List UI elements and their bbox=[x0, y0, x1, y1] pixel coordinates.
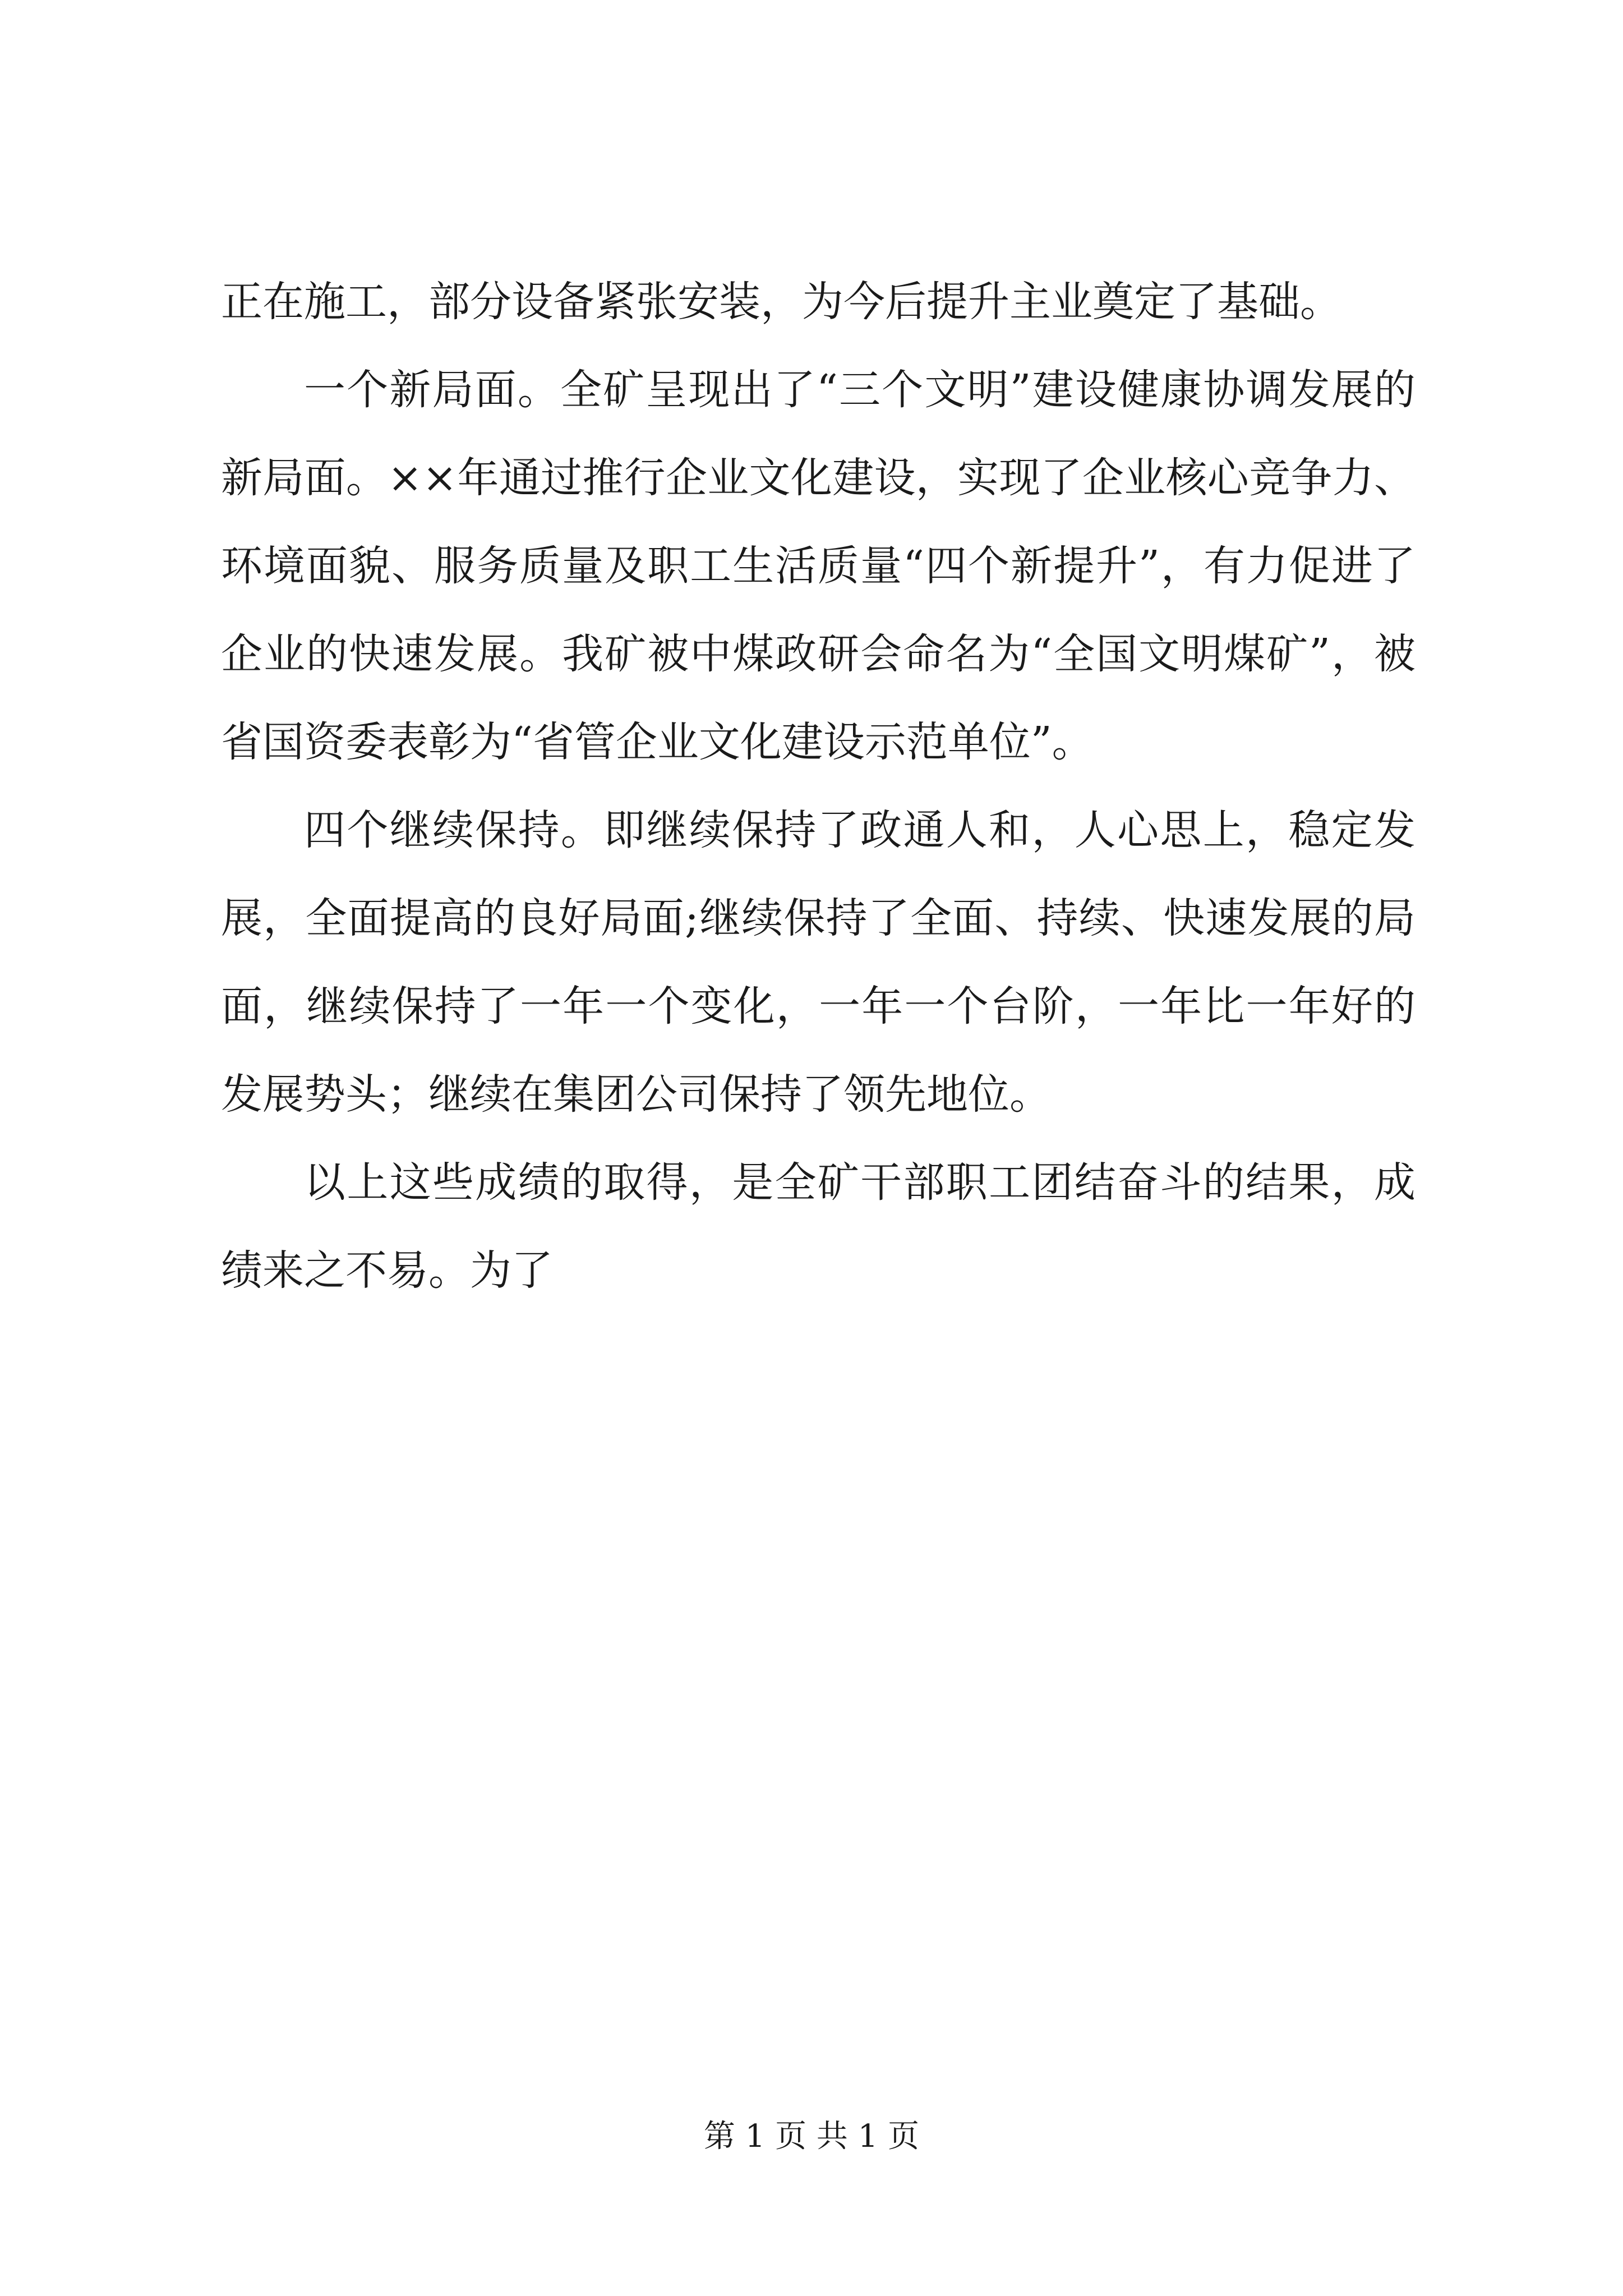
paragraph-four-maintains: 四个继续保持。即继续保持了政通人和，人心思上，稳定发展，全面提高的良好局面;继续保持了全面、持续、快速发展的局面，继续保持了一年一个变化，一年一个台阶，一年比一年好的发展势头；继续在集团公司保持了领先地位。 bbox=[221, 806, 1415, 1119]
page-footer: 第 1 页 共 1 页 bbox=[703, 2118, 920, 2155]
paragraph-continuation: 正在施工，部分设备紧张安装，为今后提升主业奠定了基础。 bbox=[221, 278, 1341, 326]
document-body bbox=[221, 258, 1415, 1315]
paragraph-new-situation: 一个新局面。全矿呈现出了“三个文明”建设健康协调发展的新局面。××年通过推行企业文化建设，实现了企业核心竞争力、环境面貌、服务质量及职工生活质量“四个新提升”，有力促进了企业的快速发展。我矿被中煤政研会命名为“全国文明煤矿”，被省国资委表彰为“省管企业文化建设示范单位”。 bbox=[221, 366, 1415, 766]
paragraph-achievements: 以上这些成绩的取得，是全矿干部职工团结奋斗的结果，成绩来之不易。为了 bbox=[221, 1158, 1415, 1295]
